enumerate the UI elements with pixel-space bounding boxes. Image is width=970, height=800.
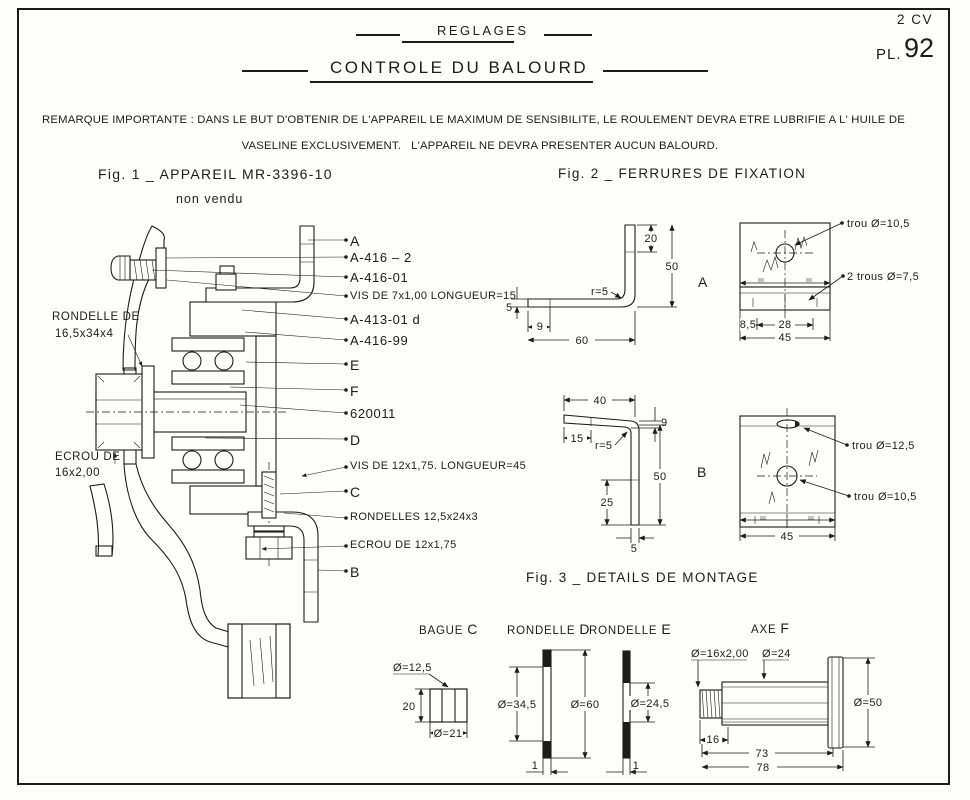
caption-text: AXE bbox=[751, 624, 777, 636]
fig3-bague-c-drawing bbox=[385, 650, 500, 750]
fig1-subtitle: non vendu bbox=[176, 192, 244, 206]
dim-label: 73 bbox=[755, 748, 769, 760]
dim-label: 40 bbox=[593, 395, 607, 407]
dim-label: 15 bbox=[570, 433, 584, 445]
title-dash-right bbox=[603, 70, 708, 72]
top-screw bbox=[111, 248, 166, 288]
fig1-callout: 620011 bbox=[350, 406, 397, 421]
model-label: 2 CV bbox=[897, 12, 934, 27]
dim-label: Ø=12,5 bbox=[393, 662, 432, 674]
dim-label: Ø=50 bbox=[853, 697, 883, 709]
fig1-callout: D bbox=[350, 432, 361, 448]
dim-label: 1 bbox=[632, 760, 640, 772]
rondelle-e-dimensions bbox=[606, 683, 671, 775]
bracket-a-dimensions bbox=[506, 225, 708, 347]
caption-letter: D bbox=[579, 621, 591, 637]
plate-a-part bbox=[740, 223, 830, 318]
rondelle-d-caption bbox=[507, 621, 590, 637]
header-dash-right bbox=[544, 34, 592, 36]
fig1-callout: A bbox=[350, 233, 360, 249]
fig1-callout: C bbox=[350, 484, 361, 500]
caption-letter: E bbox=[661, 621, 672, 637]
fig1-hub-cross-section-drawing bbox=[40, 210, 350, 785]
lower-left-arm bbox=[90, 484, 113, 556]
caption-letter: F bbox=[780, 620, 790, 636]
caption-text: RONDELLE bbox=[589, 625, 658, 637]
hole-label: 2 trous Ø=7,5 bbox=[847, 271, 920, 283]
bracket-a-part bbox=[528, 225, 635, 307]
brake-drum bbox=[228, 624, 290, 698]
bague-c-part bbox=[430, 689, 467, 722]
dim-label: Ø=21 bbox=[433, 728, 463, 740]
dim-label: 60 bbox=[575, 335, 589, 347]
fig1-left-label: 16x2,00 bbox=[55, 467, 101, 479]
caption-text: BAGUE bbox=[419, 625, 464, 637]
caption-letter: C bbox=[467, 621, 479, 637]
dim-label: 45 bbox=[780, 531, 794, 543]
fig1-callout: E bbox=[350, 357, 360, 373]
plate-number: 92 bbox=[904, 33, 935, 63]
fig2-plate-a-drawing bbox=[725, 210, 955, 360]
fig1-callout: RONDELLES 12,5x24x3 bbox=[350, 511, 479, 523]
plate-prefix: PL. bbox=[876, 46, 902, 63]
fig2-bracket-b-drawing bbox=[535, 385, 740, 555]
fig1-left-label: ECROU DE bbox=[55, 451, 121, 463]
fig2-plate-b-drawing bbox=[725, 400, 955, 565]
rondelle-d-part bbox=[543, 650, 551, 758]
remark-line2-wrap bbox=[20, 136, 940, 154]
dim-label: Ø=24,5 bbox=[630, 698, 670, 710]
remark-line2: VASELINE EXCLUSIVEMENT. L'APPAREIL NE DEVRA PRESENTER AUCUN BALOURD. bbox=[241, 140, 719, 152]
hole-label: trou Ø=10,5 bbox=[854, 491, 917, 503]
dim-label: 25 bbox=[600, 497, 614, 509]
fig2-bracket-a-drawing bbox=[505, 215, 725, 360]
fig1-left-label: 16,5x34x4 bbox=[55, 328, 114, 340]
title-underline bbox=[310, 81, 593, 83]
dim-label: 20 bbox=[644, 233, 658, 245]
dim-label: 9 bbox=[661, 417, 668, 429]
dim-label: 5 bbox=[506, 302, 513, 314]
fig1-callout: A-416 – 2 bbox=[350, 250, 412, 265]
bracket-b-letter: B bbox=[697, 464, 707, 480]
dim-label: 20 bbox=[402, 701, 416, 713]
dim-label: r=5 bbox=[595, 440, 613, 452]
dim-label: Ø=34,5 bbox=[497, 699, 537, 711]
fig3-title: Fig. 3 _ DETAILS DE MONTAGE bbox=[526, 570, 759, 585]
dim-label: 8,5 bbox=[739, 319, 757, 331]
ferrure-a-strap bbox=[206, 226, 314, 302]
remark-line1: REMARQUE IMPORTANTE : DANS LE BUT D'OBTENIR DE L'APPAREIL LE MAXIMUM DE SENSIBILITE, LE ROULEMENT DEVRA ETRE LUBRIFIE A L' HUILE DE bbox=[42, 114, 905, 126]
fig1-callout: A-413-01 d bbox=[350, 312, 421, 327]
section-heading: REGLAGES bbox=[437, 23, 529, 38]
axe-f-caption bbox=[751, 620, 790, 636]
dim-label: 50 bbox=[653, 471, 667, 483]
fig3-rondelles-drawing bbox=[495, 645, 680, 780]
hole-label: trou Ø=12,5 bbox=[852, 440, 915, 452]
bracket-a-letter: A bbox=[698, 274, 708, 290]
dim-label: Ø=16x2,00 bbox=[691, 648, 749, 660]
fig2-title: Fig. 2 _ FERRURES DE FIXATION bbox=[558, 166, 807, 181]
rondelle-e-part bbox=[623, 651, 630, 758]
dim-label: Ø=24 bbox=[762, 648, 791, 660]
dim-label: r=5 bbox=[591, 286, 609, 298]
fig1-callout: B bbox=[350, 564, 360, 580]
plate-b-part bbox=[740, 408, 835, 534]
bague-c-caption bbox=[419, 621, 478, 637]
fig1-callout: VIS DE 7x1,00 LONGUEUR=15 bbox=[350, 290, 517, 302]
fig1-callout: VIS DE 12x1,75. LONGUEUR=45 bbox=[350, 460, 527, 472]
dim-label: 45 bbox=[778, 332, 792, 344]
fig1-callout: F bbox=[350, 383, 360, 399]
fig3-axe-f-drawing bbox=[685, 645, 955, 780]
dim-label: 1 bbox=[531, 760, 539, 772]
dim-label: 9 bbox=[536, 321, 544, 333]
title-dash-left bbox=[242, 70, 308, 72]
fig1-callout: ECROU DE 12x1,75 bbox=[350, 539, 457, 551]
header-dash-left bbox=[356, 34, 400, 36]
dim-label: 28 bbox=[778, 319, 792, 331]
dim-label: 16 bbox=[706, 734, 720, 746]
dim-label: 78 bbox=[756, 762, 770, 774]
caption-text: RONDELLE bbox=[507, 625, 576, 637]
fig1-callout: A-416-99 bbox=[350, 333, 409, 348]
section-underline bbox=[402, 41, 514, 43]
dim-label: 50 bbox=[665, 261, 679, 273]
fig1-callout: A-416-01 bbox=[350, 270, 409, 285]
fig1-title: Fig. 1 _ APPAREIL MR-3396-10 bbox=[98, 166, 333, 182]
page-title: CONTROLE DU BALOURD bbox=[330, 58, 589, 77]
dim-label: Ø=60 bbox=[570, 699, 600, 711]
fig1-left-label: RONDELLE DE bbox=[52, 311, 140, 323]
dim-label: 5 bbox=[630, 543, 638, 555]
hole-label: trou Ø=10,5 bbox=[847, 218, 910, 230]
rondelle-e-caption bbox=[589, 621, 672, 637]
